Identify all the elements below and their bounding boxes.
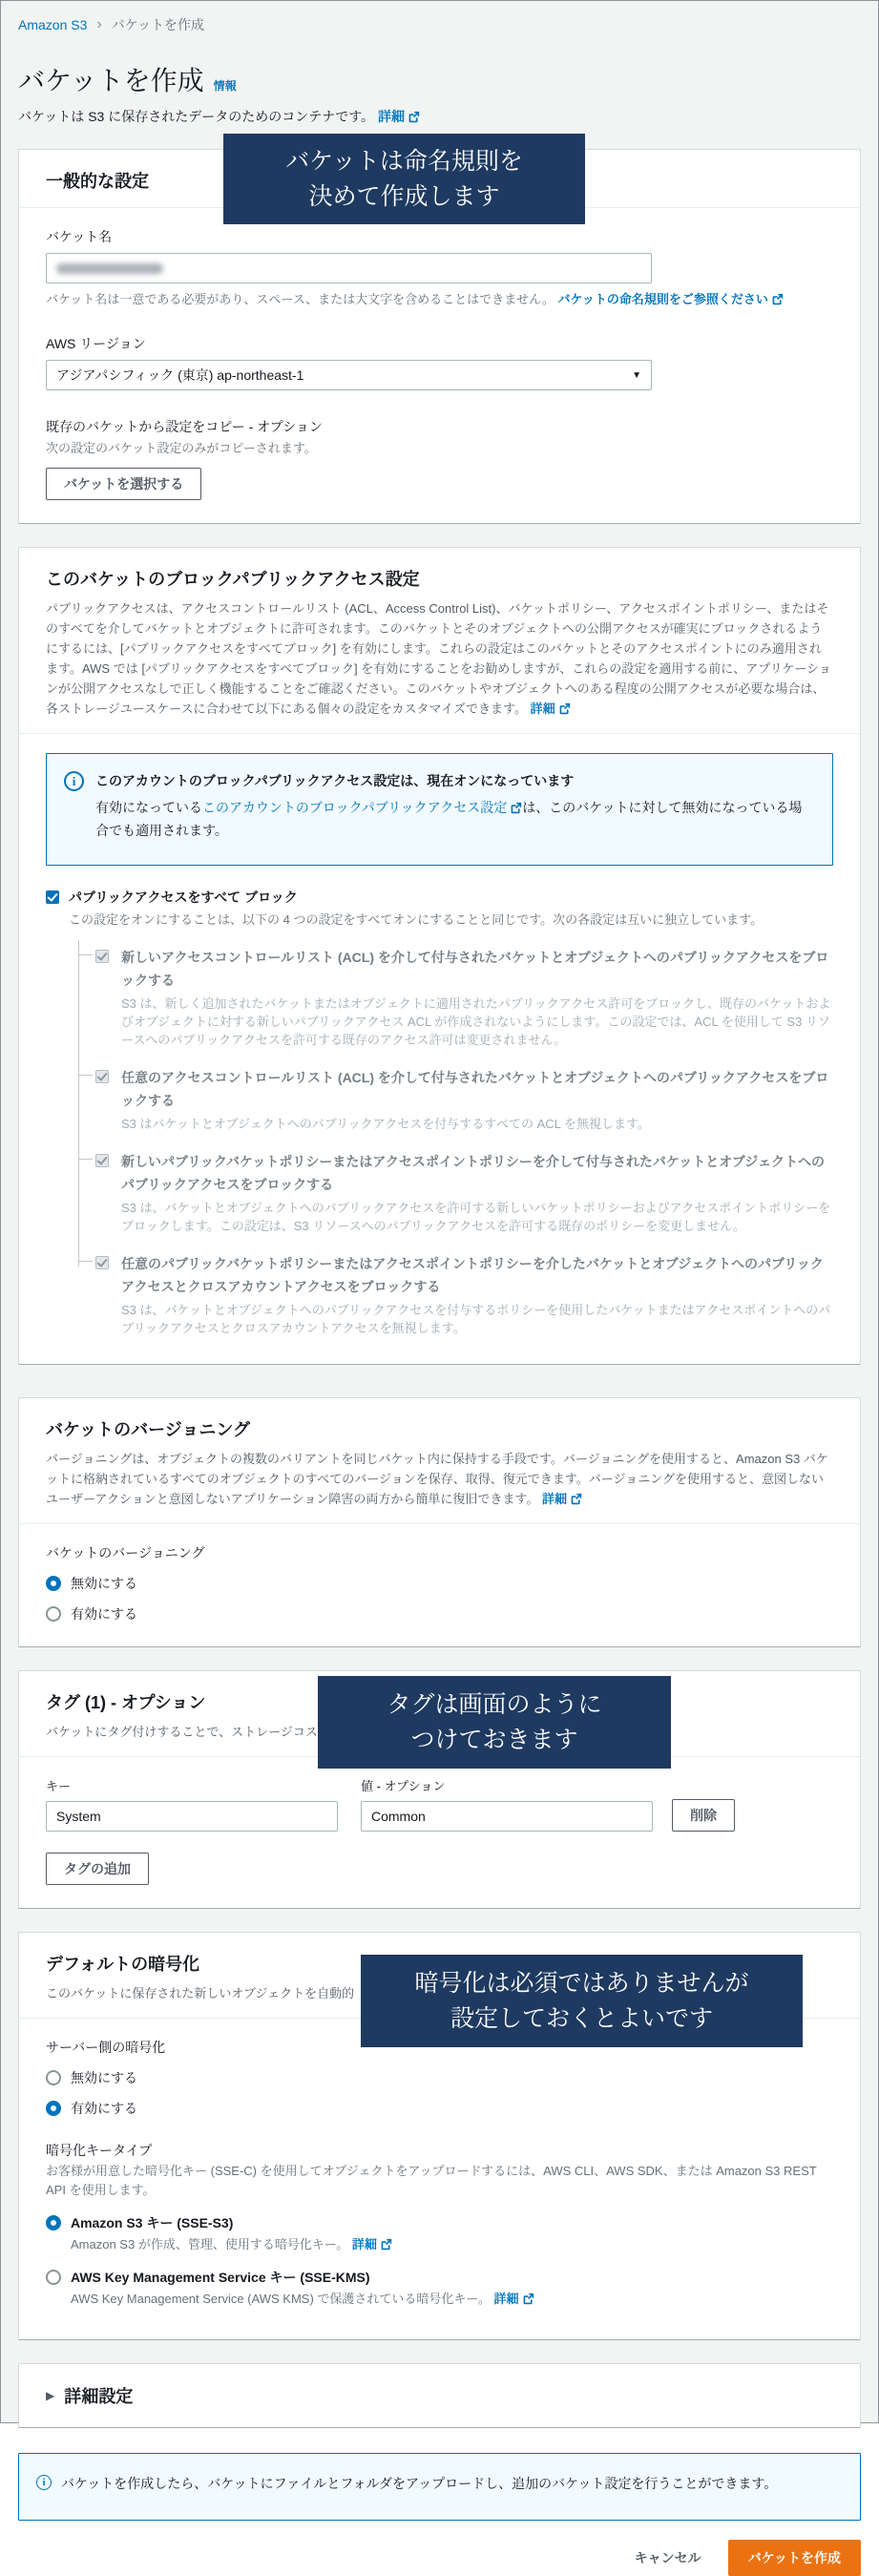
bpa-sub-label-4: 任意のパブリックバケットポリシーまたはアクセスポイントポリシーを介したバケットとオブジェクトへのパブリックアクセスとクロスアカウントアクセスをブロックする: [121, 1256, 824, 1294]
bpa-sub-label-3: 新しいパブリックバケットポリシーまたはアクセスポイントポリシーを介して付与されたバケットとオブジェクトへのパブリックアクセスをブロックする: [121, 1154, 825, 1192]
advanced-settings-expander[interactable]: [19, 2364, 860, 2427]
bpa-sub-item: [72, 1066, 833, 1133]
bpa-sub-checkbox-4: [95, 1256, 109, 1269]
bucket-name-input[interactable]: [46, 253, 652, 283]
block-all-public-access-desc: この設定をオンにすることは、以下の 4 つの設定をすべてオンにすることと同じです。次の各設定は互いに独立しています。: [69, 912, 764, 927]
block-all-public-access-checkbox[interactable]: [46, 890, 59, 904]
bpa-sub-desc-1: S3 は、新しく追加されたバケットまたはオブジェクトに適用されたパブリックアクセス許可をブロックし、既存のバケットおよびオブジェクトに対する新しいパブリックアクセス ACL が作成されないようにします。この設定では、ACL を使用して S3 リソースへのパブリックアクセスを許可する既存のアクセス許可は変更されません。: [121, 996, 831, 1047]
external-link-icon: [771, 293, 784, 305]
alert-body-post: は、このバケットに対して無効になっている場合でも適用されます。: [95, 800, 803, 838]
versioning-desc-text: バージョニングは、オブジェクトの複数のバリアントを同じバケット内に保持する手段です。バージョニングを使用すると、Amazon S3 バケットに格納されているすべてのオブジェクトのすべてのバージョンを保存、取得、復元できます。バージョニングを使用すると、意図しないユーザーアクションと意図しないアプリケーション障害の両方から簡単に復旧できます。: [46, 1452, 828, 1506]
naming-rules-link[interactable]: バケットの命名規則をご参照ください: [557, 292, 768, 306]
breadcrumb-separator-icon: ›: [96, 16, 102, 32]
tags-desc: バケットにタグ付けすることで、ストレージコス: [46, 1725, 318, 1739]
bpa-sub-item: [72, 1252, 833, 1337]
general-settings-title: 一般的な設定: [46, 172, 149, 191]
sse-s3-learn-more-link[interactable]: 詳細: [351, 2237, 377, 2251]
bpa-sub-label-2: 任意のアクセスコントロールリスト (ACL) を介して付与されたバケットとオブジェクトへのパブリックアクセスをブロックする: [121, 1070, 829, 1108]
page-title: バケットを作成: [18, 66, 204, 95]
copy-settings-label: 既存のバケットから設定をコピー - オプション: [46, 419, 323, 434]
versioning-enable-radio[interactable]: [46, 1606, 61, 1622]
versioning-learn-more-link[interactable]: 詳細: [542, 1492, 568, 1506]
encryption-desc: このバケットに保存された新しいオブジェクトを自動的: [46, 1986, 355, 2000]
versioning-disable-label: 無効にする: [71, 1576, 137, 1591]
bpa-sub-checkbox-1: [95, 950, 109, 963]
choose-bucket-button[interactable]: バケットを選択する: [46, 468, 201, 500]
versioning-desc: [46, 1449, 833, 1509]
annotation-naming-line2: 決めて作成します: [308, 182, 500, 210]
account-bpa-info-alert: [46, 753, 833, 866]
external-link-icon: [570, 1493, 582, 1505]
sse-kms-radio[interactable]: [46, 2270, 61, 2285]
bucket-name-help-text: バケット名は一意である必要があり、スペース、または大文字を含めることはできません。: [46, 292, 555, 306]
alert-title: このアカウントのブロックパブリックアクセス設定は、現在オンになっています: [95, 773, 575, 788]
annotation-naming-line1: バケットは命名規則を: [285, 147, 523, 175]
sse-s3-radio[interactable]: [46, 2215, 61, 2230]
bpa-desc-text: パブリックアクセスは、アクセスコントロールリスト (ACL、Access Control List)、バケットポリシー、アクセスポイントポリシー、またはそのすべてを介してバケットとオブジェクトに許可されます。このバケットとそのオブジェクトへの公開アクセスが確実にブロックされるようにするには、[パブリックアクセスをすべてブロック] を有効にします。これらの設定はこのバケットとそのアクセスポイントにのみ適用されます。AWS では [パブリックアクセスをすべてブロック] を有効にすることをお勧めしますが、これらの設定を適用する前に、アプリケーションが公開アクセスなしで正しく機能することをご確認ください。このバケットやオブジェクトへのある程度の公開アクセスが必要な場合は、各ストレージユースケースに合わせて以下にある個々の設定をカスタマイズできます。: [46, 601, 831, 716]
bpa-sub-desc-2: S3 はバケットとオブジェクトへのパブリックアクセスを付与するすべての ACL を無視します。: [121, 1117, 650, 1131]
tag-key-input[interactable]: [46, 1801, 338, 1832]
alert-body-pre: 有効になっている: [95, 800, 202, 815]
general-settings-card: [18, 149, 861, 524]
annotation-naming-callout: [224, 135, 584, 223]
region-selected-value: アジアパシフィック (東京) ap-northeast-1: [56, 367, 304, 383]
bpa-sub-checkbox-3: [95, 1154, 109, 1167]
versioning-card: [18, 1397, 861, 1647]
advanced-settings-title: 詳細設定: [64, 2387, 134, 2406]
key-type-label: 暗号化キータイプ: [46, 2143, 153, 2158]
annotation-encryption-line1: 暗号化は必須ではありませんが: [414, 1969, 749, 1997]
block-public-access-card: [18, 547, 861, 1365]
key-type-desc: お客様が用意した暗号化キー (SSE-C) を使用してオブジェクトをアップロードするには、AWS CLI、AWS SDK、または Amazon S3 REST API を使用します。: [46, 2164, 817, 2197]
region-select[interactable]: [46, 360, 652, 390]
versioning-title: バケットのバージョニング: [46, 1420, 251, 1439]
external-link-icon: [522, 2293, 534, 2305]
bpa-sub-item: [72, 1150, 833, 1235]
add-tag-button[interactable]: タグの追加: [46, 1853, 149, 1885]
external-link-icon: [558, 702, 571, 715]
post-create-info-text: バケットを作成したら、バケットにファイルとフォルダをアップロードし、追加のバケット設定を行うことができます。: [61, 2476, 778, 2491]
external-link-icon: [408, 111, 420, 123]
subtitle-learn-more-link[interactable]: 詳細: [377, 109, 405, 124]
encryption-title: デフォルトの暗号化: [46, 1955, 200, 1974]
encryption-card: [18, 1932, 861, 2340]
bpa-sub-settings: [72, 946, 833, 1337]
form-actions: [18, 2540, 861, 2576]
breadcrumb-current: バケットを作成: [111, 17, 205, 32]
advanced-settings-card: [18, 2363, 861, 2428]
bpa-sub-checkbox-2: [95, 1070, 109, 1083]
bucket-name-masked-value: [56, 263, 163, 274]
tag-value-label: 値 - オプション: [361, 1779, 446, 1793]
external-link-icon: [380, 2238, 392, 2251]
bpa-sub-item: [72, 946, 833, 1049]
sse-kms-learn-more-link[interactable]: 詳細: [493, 2292, 519, 2306]
chevron-down-icon: ▼: [632, 369, 641, 381]
external-link-icon: [510, 802, 522, 814]
sse-label: サーバー側の暗号化: [46, 2040, 166, 2055]
sse-s3-desc-text: Amazon S3 が作成、管理、使用する暗号化キー。: [71, 2237, 349, 2251]
tag-key-label: キー: [46, 1779, 72, 1793]
versioning-field-label: バケットのバージョニング: [46, 1545, 205, 1560]
encryption-disable-radio[interactable]: [46, 2070, 61, 2085]
annotation-encryption-line2: 設定しておくとよいです: [450, 2004, 713, 2032]
cancel-button[interactable]: キャンセル: [634, 2550, 701, 2566]
annotation-tags-callout: [319, 1677, 670, 1768]
tags-title: タグ (1) - オプション: [46, 1693, 206, 1712]
bucket-name-help: [46, 289, 833, 307]
encryption-enable-radio[interactable]: [46, 2101, 61, 2116]
encryption-enable-label: 有効にする: [71, 2101, 137, 2116]
block-all-public-access-label: パブリックアクセスをすべて ブロック: [69, 890, 298, 905]
tags-card: [18, 1670, 861, 1909]
bpa-sub-desc-3: S3 は、バケットとオブジェクトへのパブリックアクセスを許可する新しいバケットポリシーおよびアクセスポイントポリシーをブロックします。この設定は、S3 リソースへのパブリックアクセスを許可する既存のポリシーを変更しません。: [121, 1201, 831, 1233]
annotation-tags-line2: つけておきます: [410, 1726, 578, 1753]
bpa-desc: [46, 598, 833, 719]
encryption-disable-label: 無効にする: [71, 2070, 137, 2085]
page-subtitle-text: バケットは S3 に保存されたデータのためのコンテナです。: [18, 109, 375, 124]
create-bucket-button[interactable]: バケットを作成: [728, 2540, 861, 2576]
sse-kms-desc-text: AWS Key Management Service (AWS KMS) で保護されている暗号化キー。: [71, 2292, 491, 2306]
breadcrumb: [18, 1, 861, 34]
breadcrumb-amazon-s3-link[interactable]: Amazon S3: [18, 17, 88, 32]
region-label: AWS リージョン: [46, 336, 146, 351]
versioning-enable-label: 有効にする: [71, 1606, 137, 1622]
sse-kms-desc: [71, 2289, 833, 2307]
annotation-encryption-callout: [362, 1956, 802, 2046]
bpa-sub-label-1: 新しいアクセスコントロールリスト (ACL) を介して付与されたバケットとオブジェクトへのパブリックアクセスをブロックする: [121, 950, 829, 988]
sse-kms-label: AWS Key Management Service キー (SSE-KMS): [71, 2270, 370, 2285]
tag-value-input[interactable]: [361, 1801, 653, 1832]
sse-s3-desc: [71, 2234, 833, 2252]
copy-settings-desc: 次の設定のバケット設定のみがコピーされます。: [46, 441, 317, 455]
account-bpa-settings-link[interactable]: このアカウントのブロックパブリックアクセス設定: [202, 800, 508, 815]
info-circle-icon: i: [36, 2475, 52, 2490]
bpa-sub-desc-4: S3 は、バケットとオブジェクトへのパブリックアクセスを付与するポリシーを使用したバケットまたはアクセスポイントへのパブリックアクセスとクロスアカウントアクセスを無視します。: [121, 1303, 831, 1335]
bucket-name-label: バケット名: [46, 229, 113, 244]
bpa-learn-more-link[interactable]: 詳細: [530, 702, 555, 716]
page-subtitle: [18, 107, 861, 126]
post-create-info-note: [18, 2453, 861, 2521]
title-info-link[interactable]: 情報: [213, 79, 237, 93]
alert-body: [95, 796, 815, 842]
versioning-disable-radio[interactable]: [46, 1576, 61, 1591]
annotation-tags-line1: タグは画面のように: [387, 1690, 602, 1718]
remove-tag-button[interactable]: 削除: [672, 1799, 735, 1832]
info-circle-icon: i: [64, 771, 84, 791]
bpa-title: このバケットのブロックパブリックアクセス設定: [46, 570, 420, 589]
sse-s3-label: Amazon S3 キー (SSE-S3): [71, 2215, 234, 2230]
caret-right-icon: ▶: [46, 2389, 55, 2402]
